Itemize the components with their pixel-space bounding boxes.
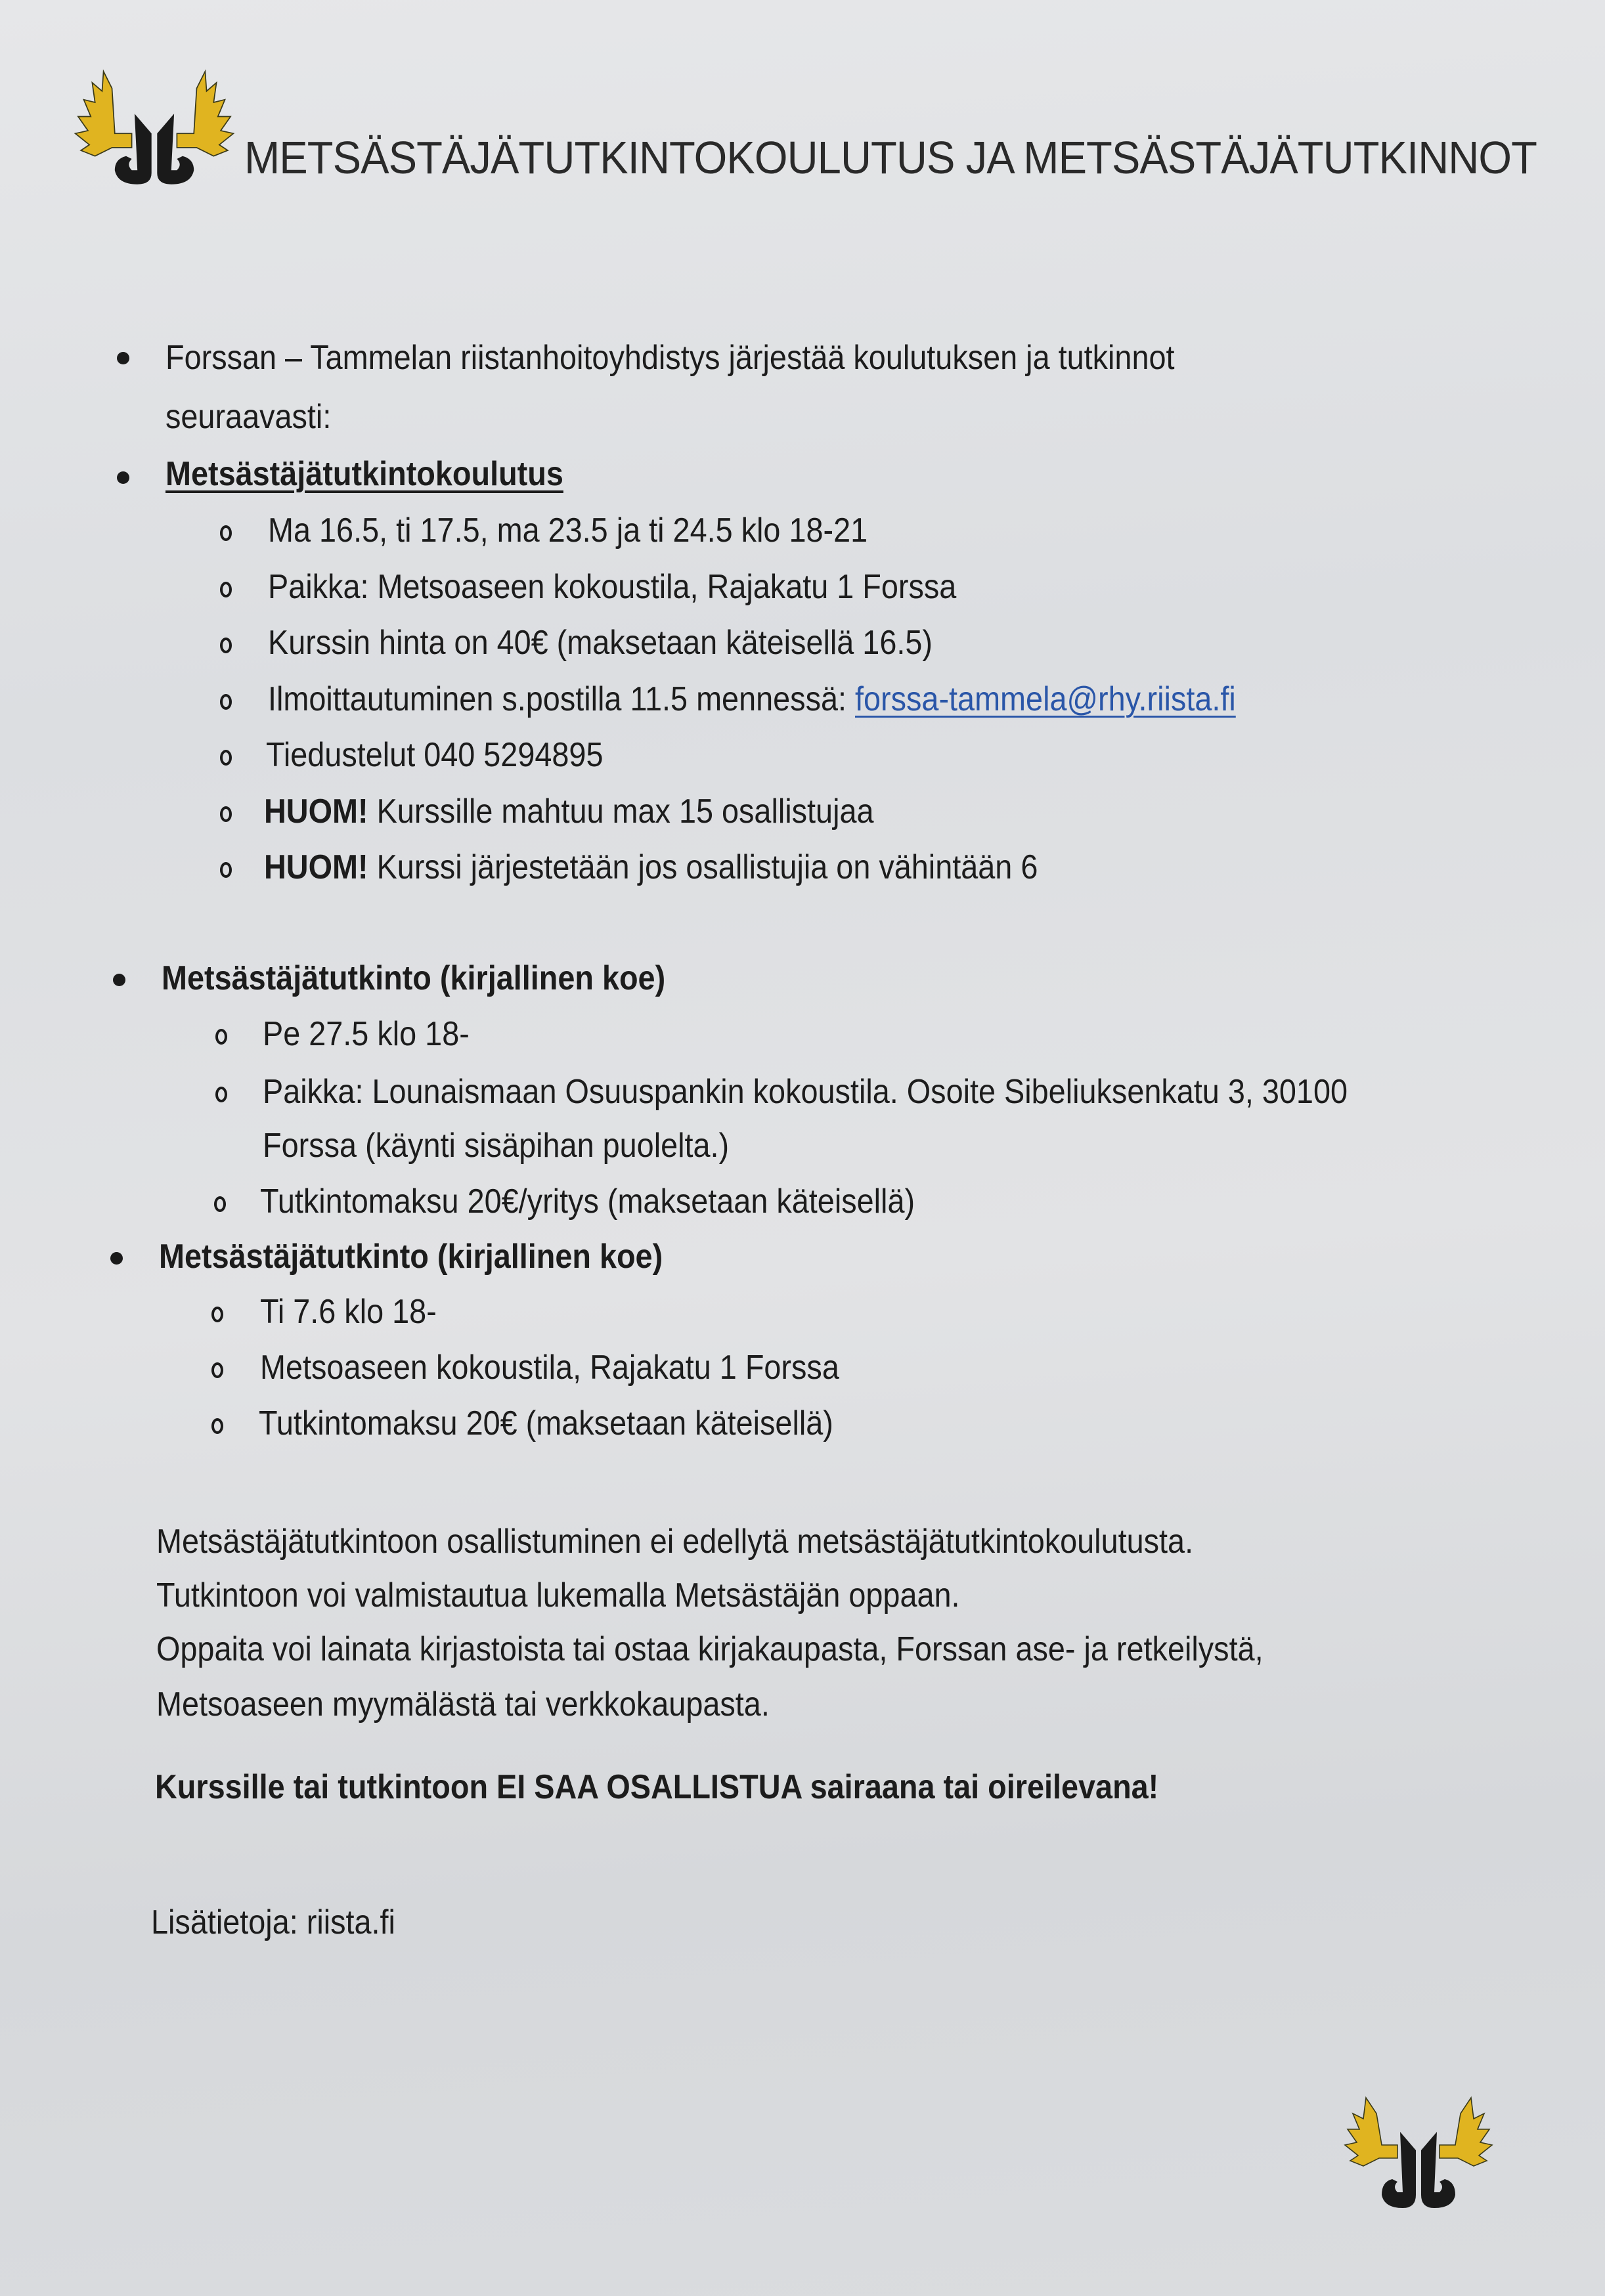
course-item-note	[264, 848, 1038, 887]
circle-bullet-icon	[220, 694, 232, 710]
note-line: Oppaita voi lainata kirjastoista tai ostaa kirjakaupasta, Forssan ase- ja retkeilystä,	[156, 1630, 1264, 1668]
warning-text: Kurssille tai tutkintoon EI SAA OSALLISTUA sairaana tai oireilevana!	[155, 1768, 1159, 1806]
circle-bullet-icon	[211, 1362, 223, 1378]
note-line: Metsästäjätutkintoon osallistuminen ei edellytä metsästäjätutkintokoulutusta.	[156, 1523, 1194, 1561]
note-line: Metsoaseen myymälästä tai verkkokaupasta.	[156, 1685, 770, 1723]
note-line: Tutkintoon voi valmistautua lukemalla Metsästäjän oppaan.	[156, 1576, 960, 1614]
email-link[interactable]: forssa-tammela@rhy.riista.fi	[855, 680, 1236, 718]
course-item: Tiedustelut 040 5294895	[266, 736, 604, 774]
bullet-icon	[110, 1252, 123, 1265]
circle-bullet-icon	[220, 806, 232, 822]
exam1-item: Pe 27.5 klo 18-	[263, 1015, 470, 1053]
exam1-heading: Metsästäjätutkinto (kirjallinen koe)	[162, 959, 666, 997]
note-text: Kurssille mahtuu max 15 osallistujaa	[368, 792, 874, 831]
exam1-item: Tutkintomaksu 20€/yritys (maksetaan käteisellä)	[260, 1182, 915, 1221]
bullet-icon	[117, 352, 129, 364]
moose-antler-logo-icon	[1340, 2085, 1497, 2216]
exam2-item: Ti 7.6 klo 18-	[260, 1293, 437, 1331]
course-item: Ma 16.5, ti 17.5, ma 23.5 ja ti 24.5 klo 18-21	[268, 511, 868, 550]
more-info: Lisätietoja: riista.fi	[151, 1903, 395, 1941]
exam2-item: Metsoaseen kokoustila, Rajakatu 1 Forssa	[260, 1349, 839, 1387]
course-item: Kurssin hinta on 40€ (maksetaan käteisellä 16.5)	[268, 624, 933, 662]
course-item: Paikka: Metsoaseen kokoustila, Rajakatu 1 Forssa	[268, 568, 957, 606]
bullet-icon	[113, 974, 125, 986]
note-label: HUOM!	[264, 848, 368, 886]
note-text: Kurssi järjestetään jos osallistujia on vähintään 6	[368, 848, 1038, 886]
intro-line-2: seuraavasti:	[165, 398, 332, 436]
note-label: HUOM!	[264, 792, 368, 831]
exam1-item: Paikka: Lounaismaan Osuuspankin kokoustila. Osoite Sibeliuksenkatu 3, 30100	[263, 1073, 1348, 1111]
circle-bullet-icon	[220, 525, 232, 541]
page-title: METSÄSTÄJÄTUTKINTOKOULUTUS JA METSÄSTÄJÄTUTKINNOT	[244, 132, 1537, 183]
circle-bullet-icon	[220, 638, 232, 653]
circle-bullet-icon	[220, 582, 232, 597]
course-item-registration	[268, 680, 1236, 719]
intro-line-1: Forssan – Tammelan riistanhoitoyhdistys järjestää koulutuksen ja tutkinnot	[165, 339, 1175, 377]
bullet-icon	[117, 471, 129, 484]
circle-bullet-icon	[211, 1418, 223, 1434]
exam2-heading: Metsästäjätutkinto (kirjallinen koe)	[159, 1238, 663, 1276]
circle-bullet-icon	[215, 1029, 227, 1045]
circle-bullet-icon	[220, 750, 232, 766]
exam1-item-cont: Forssa (käynti sisäpihan puolelta.)	[263, 1127, 730, 1165]
registration-text: Ilmoittautuminen s.postilla 11.5 mennessä:	[268, 680, 856, 718]
circle-bullet-icon	[211, 1307, 223, 1322]
exam2-item: Tutkintomaksu 20€ (maksetaan käteisellä)	[259, 1404, 833, 1442]
moose-antler-logo-icon	[66, 46, 243, 187]
course-heading: Metsästäjätutkintokoulutus	[165, 455, 563, 493]
course-item-note	[264, 792, 874, 831]
circle-bullet-icon	[214, 1196, 226, 1212]
circle-bullet-icon	[215, 1087, 227, 1102]
circle-bullet-icon	[220, 862, 232, 878]
